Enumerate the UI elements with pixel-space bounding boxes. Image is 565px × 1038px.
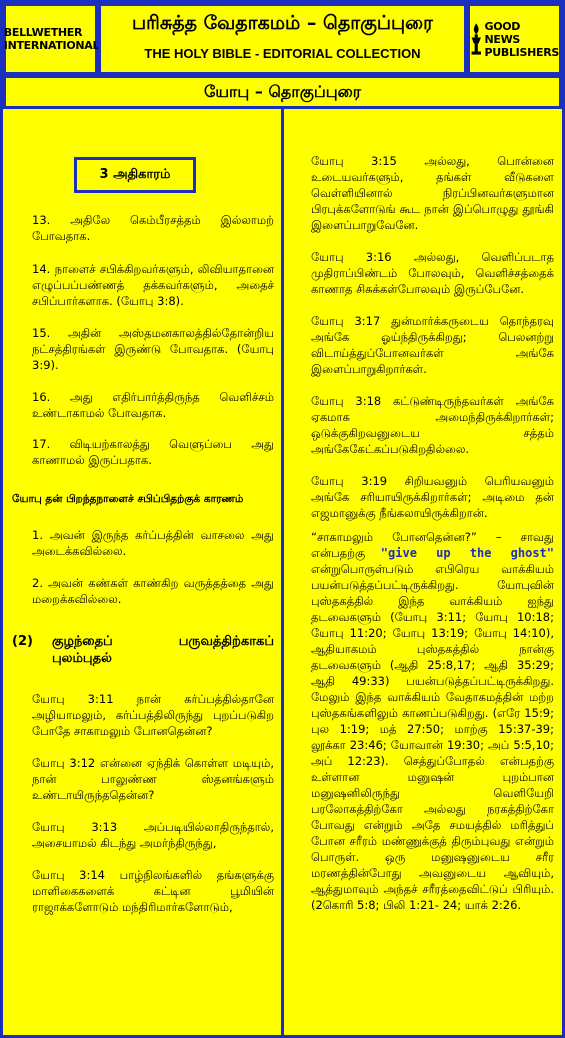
left-column: [12, 109, 274, 915]
logo-right-line2: PUBLISHERS: [484, 45, 559, 59]
reason-heading: யோபு தன் பிறந்தநாளைச் சபிப்பிதற்குக் காரணம்: [12, 493, 244, 505]
tamil-title: பரிசுத்த வேதாகமம் – தொகுப்புரை: [132, 12, 433, 34]
chapter-heading: 3 அதிகாரம்: [74, 157, 196, 193]
passage-3-18: யோபு 3:18 கட்டுண்டிருந்தவர்கள் அங்கே ஏகமாக அமைந்திருக்கிறார்கள்; ஒடுக்குகிறவனுடைய சத்தம் அங்கேகேட்கப்படுகிறதில்லை.: [311, 394, 554, 456]
passage-3-16: யோபு 3:16 அல்லது, வெளிப்படாத முதிராப்பிண்டம் போலவும், வெளிச்சத்தைக் காணாத சிசுக்கள்போலவும் இருப்பேனே.: [311, 250, 554, 296]
passage-3-14: யோபு 3:14 பாழ்நிலங்களில் தங்களுக்கு மாளிகைகளைக் கட்டின பூமியின் ராஜாக்களோடும் மந்திரிமார்களோடும்,: [32, 868, 274, 914]
lamp-icon: [470, 17, 482, 61]
reason-1: 1. அவன் இருந்த கர்ப்பத்தின் வாசலை அது அடைக்கவில்லை.: [32, 528, 274, 558]
english-phrase: "give up the ghost": [380, 546, 554, 560]
column-divider: [281, 109, 284, 1035]
verse-14: 14. நாளைச் சபிக்கிறவர்களும், லிவியாதானை எழுப்பப்பண்ணத் தக்கவர்களும், அதைச் சபிப்பார்களாக. (யோபு 3:8).: [32, 262, 274, 308]
section-title: யோபு – தொகுப்புரை: [3, 75, 562, 109]
verse-15: 15. அதின் அஸ்தமனகாலத்தில்தோன்றிய நட்சத்திரங்கள் இருண்டு போவதாக. (யோபு 3:9).: [32, 326, 274, 372]
passage-3-17: யோபு 3:17 துன்மார்க்கருடைய தொந்தரவு அங்கே ஓய்ந்திருக்கிறது; பெலனற்று விடாய்த்துப்போனவர்கள் அங்கே இளைப்பாறுகிறார்கள்.: [311, 314, 554, 376]
commentary-intro: “சாகாமலும் போனதென்ன?” – சாவது என்பதற்கு: [311, 530, 554, 560]
section-2-title: குழந்தைப் பருவத்திற்காகப் புலம்புதல்: [52, 634, 274, 666]
bellwether-logo: [3, 3, 98, 75]
section-2-number: (2): [12, 634, 33, 649]
section-2-heading: [12, 633, 274, 667]
reason-2: 2. அவன் கண்கள் காண்கிற வருத்தத்தை அது மறைக்கவில்லை.: [32, 576, 274, 606]
good-news-logo: [467, 3, 562, 75]
passage-3-11: யோபு 3:11 நான் கர்ப்பத்தில்தானே அழியாமலும், கர்ப்பத்திலிருந்து புறப்படுகிற போதே சாகாமலும் போனதென்ன?: [32, 692, 274, 738]
passage-3-13: யோபு 3:13 அப்படியில்லாதிருந்தால், அசையாமல் கிடந்து அமர்ந்திருந்து,: [32, 820, 274, 850]
commentary-paragraph: [311, 529, 554, 913]
logo-left-line1: BELLWETHER: [3, 26, 83, 39]
passage-3-12: யோபு 3:12 என்னை ஏந்திக் கொள்ள மடியும், நான் பாலுண்ண ஸ்தனங்களும் உண்டாயிருந்ததென்ன?: [32, 756, 274, 802]
commentary-body: என்றுபொருள்படும் எபிரெய வாக்கியம் பயன்படுத்தப்பட்டிருக்கிறது. யோபுவின் புஸ்தகத்தில் இந்த வாக்கியம் ஐந்து தடவைகளும் (யோபு 3:11; யோபு 10:18; யோபு 11:20; யோபு 13:19; யோபு 14:10), ஆதியாகமம் புஸ்தகத்தில் நான்கு தடவைகளும் (ஆதி 25:8,17; ஆதி 35:29; ஆதி 49:33) பயன்படுத்தப்பட்டிருக்கிறது. மேலும் இந்த வாக்கியம் வேதாகமத்தின் மற்ற புஸ்தகங்களிலும் காணப்படுகிறது. (எரே 15:9; புல 1:19; மத் 27:50; மாற்கு 15:37-39; லூக்கா 23:46; யோவான் 19:30; அப் 5:5,10; அப் 12:23). செத்துப்போதல் என்பதற்கு உள்ளான மனுஷன் புறம்பான மனுஷனிலிருந்து வெளியேறி பரலோகத்திற்கோ அல்லது நரகத்திற்கோ போவது என்றும் அதே சமயத்தில் மரித்துப் போன சரீரம் மண்ணுக்குத் திரும்புவது என்றும் பொருள். ஒரு மனுஷனுடைய சரீர மரணத்தின்போது அவனுடைய ஆவியும், ஆத்துமாவும் அந்தச் சரீரத்தைவிட்டுப் பிரியும். (2கொரி 5:8; பிலி 1:21- 24; யாக் 2:26.: [311, 562, 554, 912]
passage-3-15: யோபு 3:15 அல்லது, பொன்னை உடையவர்களும், தங்கள் வீடுகளை வெள்ளியினால் நிரப்பினவர்களுமான பிரபுக்களோடுங் கூட நான் இப்பொழுது தூங்கி இளைப்பாறுவேனே.: [311, 154, 554, 232]
right-column: [291, 109, 554, 913]
verse-13: 13. அதிலே கெம்பீரசத்தம் இல்லாமற் போவதாக.: [32, 213, 274, 243]
passage-3-19: யோபு 3:19 சிறியவனும் பெரியவனும் அங்கே சரியாயிருக்கிறார்கள்; அடிமை தன் எஜமானுக்கு நீங்கலாயிருக்கிறான்.: [311, 474, 554, 520]
english-title: THE HOLY BIBLE - EDITORIAL COLLECTION: [144, 46, 421, 61]
verse-17: 17. விடியற்காலத்து வெளுப்பை அது காணாமல் இருப்பதாக.: [32, 437, 274, 467]
logo-left-line2: INTERNATIONAL: [3, 39, 100, 52]
verse-16: 16. அது எதிர்பார்த்திருந்த வெளிச்சம் உண்டாகாமல் போவதாக.: [32, 390, 274, 420]
header-title-box: [98, 3, 467, 75]
logo-right-line1: GOOD NEWS: [484, 19, 521, 46]
